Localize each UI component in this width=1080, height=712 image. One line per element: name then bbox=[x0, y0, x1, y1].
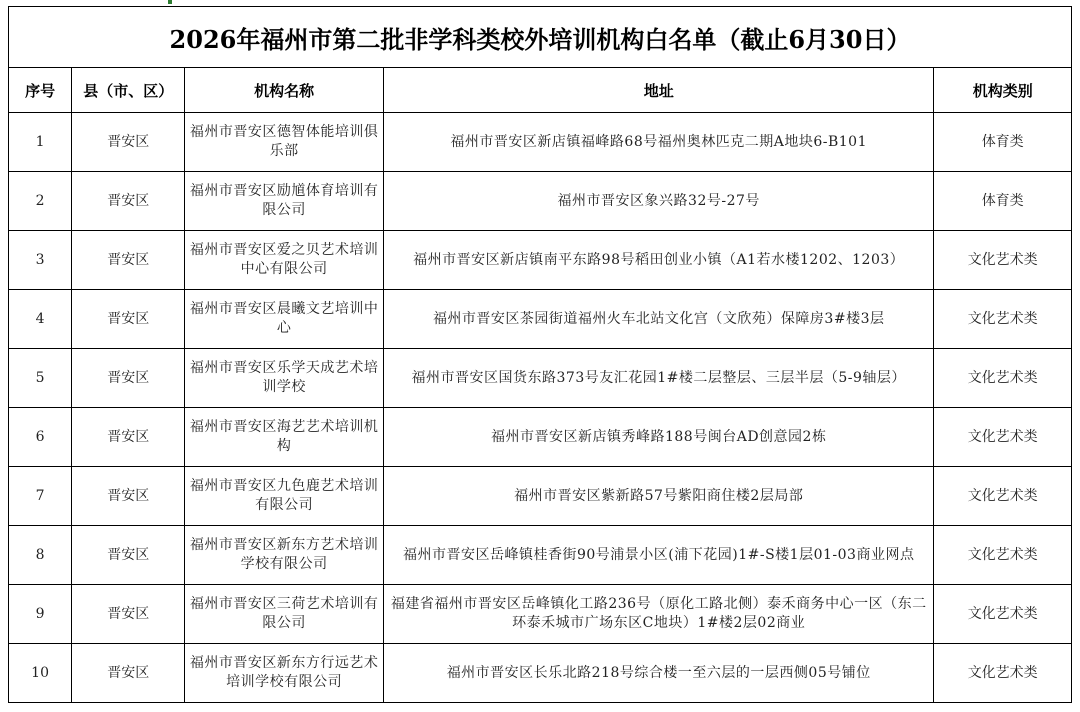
table-row bbox=[9, 349, 1072, 408]
cell-name: 福州市晋安区新东方行远艺术培训学校有限公司 bbox=[185, 644, 384, 703]
cell-address: 福州市晋安区国货东路373号友汇花园1#楼二层整层、三层半层（5-9轴层） bbox=[384, 349, 934, 408]
cell-type: 文化艺术类 bbox=[934, 231, 1072, 290]
cell-address: 福州市晋安区新店镇秀峰路188号闽台AD创意园2栋 bbox=[384, 408, 934, 467]
cell-address: 福州市晋安区新店镇福峰路68号福州奥林匹克二期A地块6-B101 bbox=[384, 113, 934, 172]
header-name: 机构名称 bbox=[185, 68, 384, 113]
cell-county: 晋安区 bbox=[72, 408, 185, 467]
table-row bbox=[9, 172, 1072, 231]
cell-no: 6 bbox=[9, 408, 72, 467]
cell-no: 10 bbox=[9, 644, 72, 703]
table-row bbox=[9, 231, 1072, 290]
cell-address: 福州市晋安区茶园街道福州火车北站文化宫（文欣苑）保障房3#楼3层 bbox=[384, 290, 934, 349]
cell-type: 文化艺术类 bbox=[934, 349, 1072, 408]
table-row bbox=[9, 585, 1072, 644]
header-row bbox=[9, 68, 1072, 113]
cell-type: 体育类 bbox=[934, 172, 1072, 231]
cell-no: 1 bbox=[9, 113, 72, 172]
cell-address: 福州市晋安区紫新路57号紫阳商住楼2层局部 bbox=[384, 467, 934, 526]
cell-no: 4 bbox=[9, 290, 72, 349]
cell-no: 8 bbox=[9, 526, 72, 585]
header-address: 地址 bbox=[384, 68, 934, 113]
cell-no: 9 bbox=[9, 585, 72, 644]
cell-name: 福州市晋安区九色鹿艺术培训有限公司 bbox=[185, 467, 384, 526]
cell-type: 文化艺术类 bbox=[934, 644, 1072, 703]
cell-name: 福州市晋安区乐学天成艺术培训学校 bbox=[185, 349, 384, 408]
table-row bbox=[9, 290, 1072, 349]
cell-address: 福建省福州市晋安区岳峰镇化工路236号（原化工路北侧）泰禾商务中心一区（东二环泰禾城市广场东区C地块）1#楼2层02商业 bbox=[384, 585, 934, 644]
page-title: 2026年福州市第二批非学科类校外培训机构白名单（截止6月30日） bbox=[8, 6, 1072, 67]
header-type: 机构类别 bbox=[934, 68, 1072, 113]
cell-name: 福州市晋安区德智体能培训俱乐部 bbox=[185, 113, 384, 172]
cell-county: 晋安区 bbox=[72, 172, 185, 231]
cell-type: 文化艺术类 bbox=[934, 408, 1072, 467]
cell-name: 福州市晋安区爱之贝艺术培训中心有限公司 bbox=[185, 231, 384, 290]
header-county: 县（市、区） bbox=[72, 68, 185, 113]
header-no: 序号 bbox=[9, 68, 72, 113]
cell-county: 晋安区 bbox=[72, 290, 185, 349]
cell-type: 文化艺术类 bbox=[934, 585, 1072, 644]
cell-county: 晋安区 bbox=[72, 467, 185, 526]
table-row bbox=[9, 526, 1072, 585]
cell-address: 福州市晋安区长乐北路218号综合楼一至六层的一层西侧05号铺位 bbox=[384, 644, 934, 703]
table-row bbox=[9, 644, 1072, 703]
cell-name: 福州市晋安区三荷艺术培训有限公司 bbox=[185, 585, 384, 644]
cell-no: 2 bbox=[9, 172, 72, 231]
cell-address: 福州市晋安区象兴路32号-27号 bbox=[384, 172, 934, 231]
cell-county: 晋安区 bbox=[72, 585, 185, 644]
cell-name: 福州市晋安区晨曦文艺培训中心 bbox=[185, 290, 384, 349]
cell-type: 体育类 bbox=[934, 113, 1072, 172]
cell-address: 福州市晋安区新店镇南平东路98号稻田创业小镇（A1若水楼1202、1203） bbox=[384, 231, 934, 290]
cell-no: 7 bbox=[9, 467, 72, 526]
cell-type: 文化艺术类 bbox=[934, 526, 1072, 585]
table-row bbox=[9, 467, 1072, 526]
cell-county: 晋安区 bbox=[72, 644, 185, 703]
cell-no: 5 bbox=[9, 349, 72, 408]
cell-type: 文化艺术类 bbox=[934, 290, 1072, 349]
cell-name: 福州市晋安区海艺艺术培训机构 bbox=[185, 408, 384, 467]
table-row bbox=[9, 113, 1072, 172]
cell-county: 晋安区 bbox=[72, 349, 185, 408]
cell-name: 福州市晋安区新东方艺术培训学校有限公司 bbox=[185, 526, 384, 585]
cell-county: 晋安区 bbox=[72, 231, 185, 290]
table-row bbox=[9, 408, 1072, 467]
cell-no: 3 bbox=[9, 231, 72, 290]
cell-name: 福州市晋安区励馗体育培训有限公司 bbox=[185, 172, 384, 231]
cell-marker bbox=[168, 0, 172, 4]
cell-type: 文化艺术类 bbox=[934, 467, 1072, 526]
cell-county: 晋安区 bbox=[72, 113, 185, 172]
cell-address: 福州市晋安区岳峰镇桂香街90号浦景小区(浦下花园)1#-S楼1层01-03商业网点 bbox=[384, 526, 934, 585]
whitelist-table bbox=[8, 67, 1072, 703]
spreadsheet bbox=[8, 6, 1072, 712]
cell-county: 晋安区 bbox=[72, 526, 185, 585]
